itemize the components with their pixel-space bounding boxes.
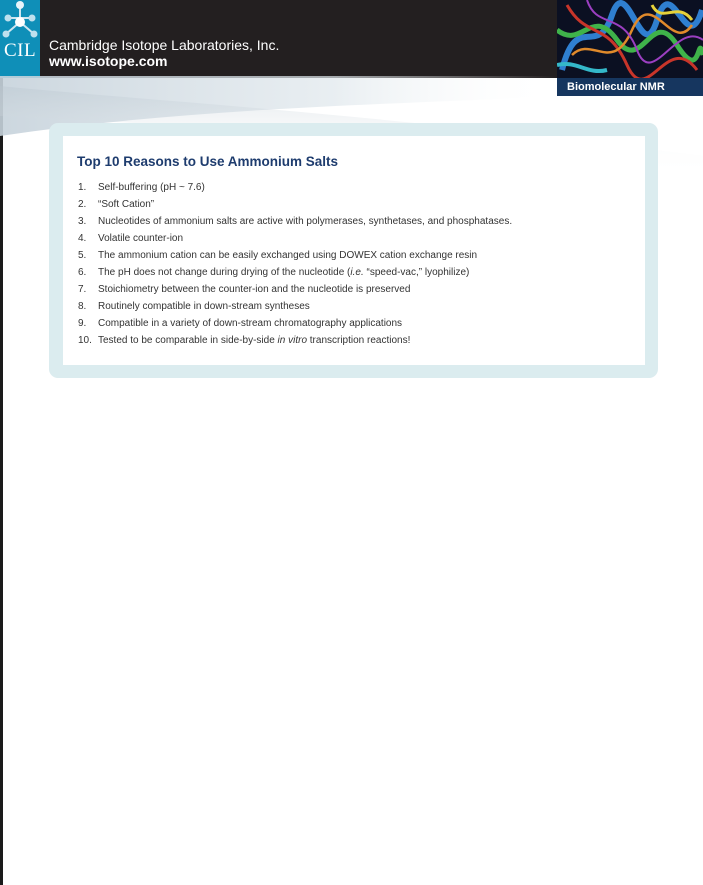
list-item: 5. The ammonium cation can be easily exchanged using DOWEX cation exchange resin bbox=[78, 250, 478, 261]
website-url[interactable]: www.isotope.com bbox=[49, 53, 168, 69]
list-item: 7. Stoichiometry between the counter-ion and the nucleotide is preserved bbox=[78, 284, 411, 295]
header-bar bbox=[0, 0, 703, 78]
list-item: 9. Compatible in a variety of down-stream chromatography applications bbox=[78, 318, 403, 329]
protein-structure-image bbox=[557, 0, 703, 78]
list-item: 2. “Soft Cation” bbox=[78, 199, 155, 210]
reasons-list bbox=[78, 181, 512, 351]
list-item: 8. Routinely compatible in down-stream syntheses bbox=[78, 301, 310, 312]
list-item: 4. Volatile counter-ion bbox=[78, 233, 184, 244]
list-item: 10. Tested to be comparable in side-by-side in vitro transcription reactions! bbox=[78, 335, 411, 346]
company-name: Cambridge Isotope Laboratories, Inc. bbox=[49, 37, 280, 53]
section-tag: Biomolecular NMR bbox=[557, 78, 703, 96]
logo-text: CIL bbox=[3, 40, 37, 61]
panel-title: Top 10 Reasons to Use Ammonium Salts bbox=[77, 154, 339, 169]
list-item: 1. Self-buffering (pH ~ 7.6) bbox=[78, 182, 205, 193]
list-item: 3. Nucleotides of ammonium salts are active with polymerases, synthetases, and phosphatases. bbox=[78, 216, 513, 227]
molecule-icon bbox=[0, 0, 40, 40]
list-item: 6. The pH does not change during drying of the nucleotide (i.e. “speed-vac,” lyophilize) bbox=[78, 267, 470, 278]
cil-logo bbox=[0, 0, 40, 78]
